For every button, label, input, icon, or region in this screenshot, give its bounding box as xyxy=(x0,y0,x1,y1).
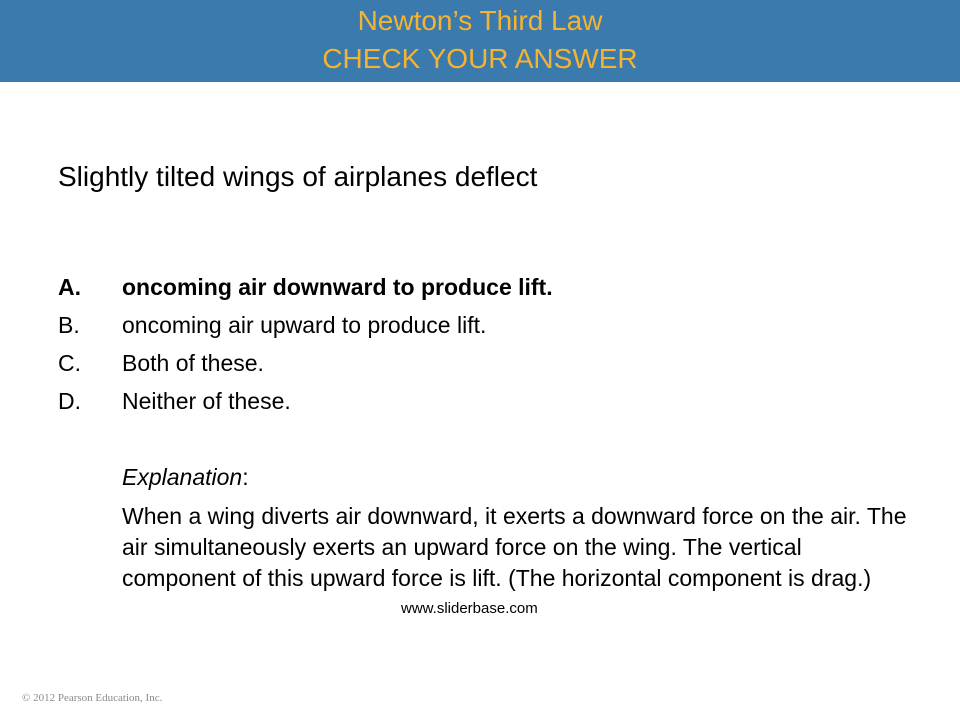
question-text: Slightly tilted wings of airplanes deflect xyxy=(58,161,538,192)
slide-subtitle: CHECK YOUR ANSWER xyxy=(322,43,638,74)
explanation-label: Explanation xyxy=(122,464,243,490)
slide-header xyxy=(0,0,960,82)
option-letter: D. xyxy=(58,388,81,414)
option-letter: B. xyxy=(58,312,80,338)
explanation-label-colon: : xyxy=(242,464,249,490)
option-letter: A. xyxy=(58,274,81,300)
option-text: oncoming air upward to produce lift. xyxy=(122,312,487,338)
copyright-footer: © 2012 Pearson Education, Inc. xyxy=(22,692,163,704)
option-text: oncoming air downward to produce lift. xyxy=(122,274,553,300)
explanation-heading xyxy=(122,461,912,493)
option-text: Neither of these. xyxy=(122,388,291,414)
option-text: Both of these. xyxy=(122,350,264,376)
explanation-body: When a wing diverts air downward, it exerts a downward force on the air. The air simultaneously exerts an upward force on the wing. The vertical component of this upward force is lift. (The horizontal component is drag.) xyxy=(122,503,907,591)
explanation xyxy=(122,461,912,594)
slide-title: Newton’s Third Law xyxy=(357,5,603,36)
option-letter: C. xyxy=(58,350,81,376)
watermark: www.sliderbase.com xyxy=(401,600,538,617)
